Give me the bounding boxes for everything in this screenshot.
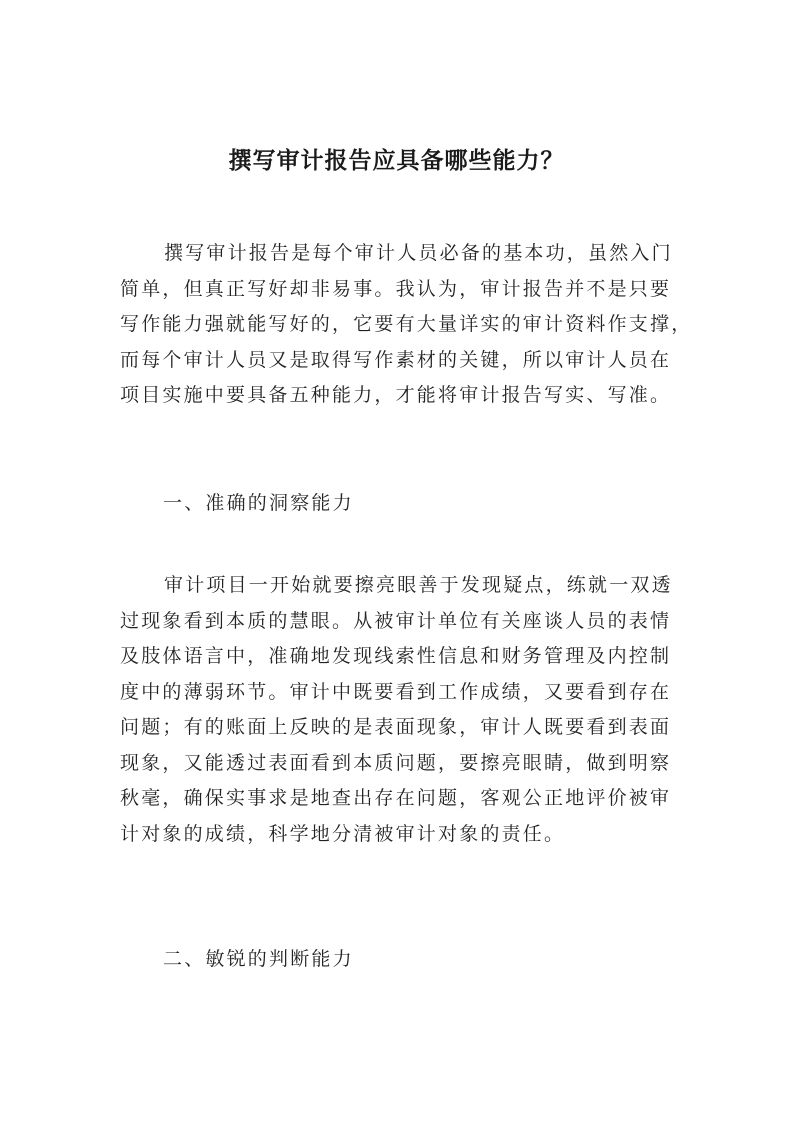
section-heading-2: 二、敏锐的判断能力 [163,948,354,970]
section-1-paragraph [120,568,680,852]
document-title: 撰写审计报告应具备哪些能力？ [228,148,565,175]
paragraph-line: 而每个审计人员又是取得写作素材的关键，所以审计人员在 [120,348,672,371]
paragraph-line: 现象，又能透过表面看到本质问题，要擦亮眼睛，做到明察 [120,751,672,774]
paragraph-line: 计对象的成绩，科学地分清被审计对象的责任。 [120,822,566,845]
intro-paragraph [120,236,693,414]
paragraph-line: 秋毫，确保实事求是地查出存在问题，客观公正地评价被审 [120,787,672,809]
paragraph-line: 简单，但真正写好却非易事。我认为，审计报告并不是只要 [120,277,672,300]
paragraph-line: 项目实施中要具备五种能力，才能将审计报告写实、写准。 [120,384,672,406]
paragraph-line: 写作能力强就能写好的，它要有大量详实的审计资料作支撑， [120,313,693,335]
paragraph-line: 问题；有的账面上反映的是表面现象，审计人既要看到表面 [120,716,672,738]
section-heading-1: 一、准确的洞察能力 [163,492,354,514]
paragraph-line: 度中的薄弱环节。审计中既要看到工作成绩，又要看到存在 [120,680,672,703]
paragraph-line: 过现象看到本质的慧眼。从被审计单位有关座谈人员的表情 [120,609,672,632]
paragraph-line: 审计项目一开始就要擦亮眼善于发现疑点，练就一双透 [164,574,673,596]
paragraph-line: 撰写审计报告是每个审计人员必备的基本功，虽然入门 [164,242,673,264]
paragraph-line: 及肢体语言中，准确地发现线索性信息和财务管理及内控制 [120,645,672,667]
